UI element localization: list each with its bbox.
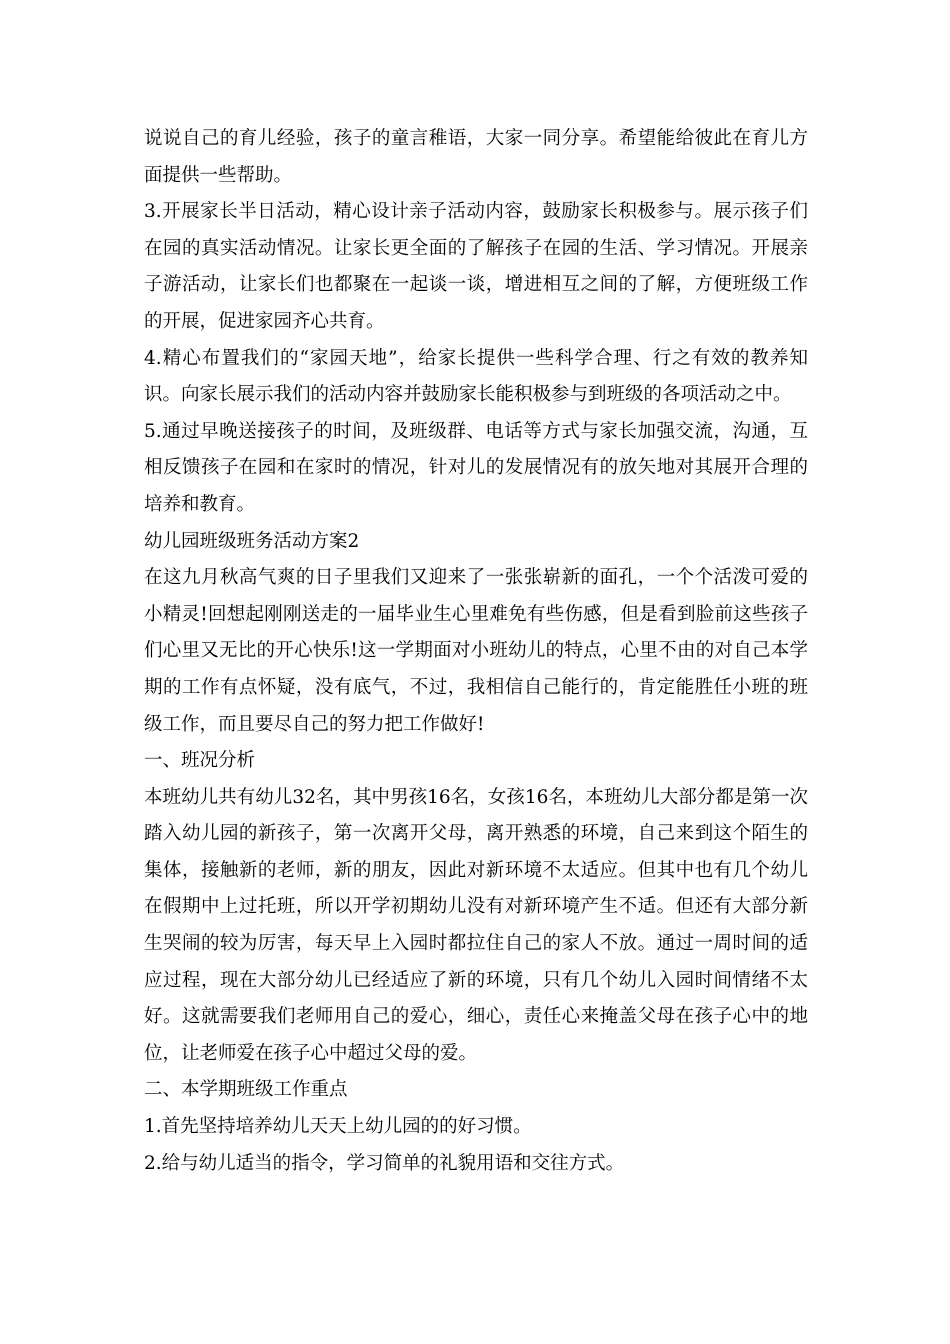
heading-work-focus: 二、本学期班级工作重点: [144, 1079, 348, 1101]
paragraph-item-4-home-corner: 4.精心布置我们的“家园天地”，给家长提供一些科学合理、行之有效的教养知识。向家长展示我们的活动内容并鼓励家长能积极参与到班级的各项活动之中。: [144, 347, 808, 406]
paragraph-item-3-open-day: 3.开展家长半日活动，精心设计亲子活动内容，鼓励家长积极参与。展示孩子们在园的真实活动情况。让家长更全面的了解孩子在园的生活、学习情况。开展亲子游活动，让家长们也都聚在一起谈一谈，增进相互之间的了解，方便班级工作的开展，促进家园齐心共育。: [144, 201, 808, 332]
paragraph-item-5-communication: 5.通过早晚送接孩子的时间，及班级群、电话等方式与家长加强交流，沟通，互相反馈孩子在园和在家时的情况，针对儿的发展情况有的放矢地对其展开合理的培养和教育。: [144, 420, 808, 515]
paragraph-introduction: 在这九月秋高气爽的日子里我们又迎来了一张张崭新的面孔，一个个活泼可爱的小精灵!回想起刚刚送走的一届毕业生心里难免有些伤感，但是看到脸前这些孩子们心里又无比的开心快乐!这一学期面对小班幼儿的特点，心里不由的对自己本学期的工作有点怀疑，没有底气，不过，我相信自己能行的，肯定能胜任小班的班级工作，而且要尽自己的努力把工作做好!: [144, 567, 808, 735]
paragraph-parenting-experience: 说说自己的育儿经验，孩子的童言稚语，大家一同分享。希望能给彼此在育儿方面提供一些帮助。: [144, 128, 808, 186]
paragraph-focus-item-1: 1.首先坚持培养幼儿天天上幼儿园的的好习惯。: [144, 1116, 532, 1138]
heading-class-analysis: 一、班况分析: [144, 750, 256, 772]
document-body: [144, 121, 808, 1182]
paragraph-class-analysis: 本班幼儿共有幼儿32名，其中男孩16名，女孩16名，本班幼儿大部分都是第一次踏入幼儿园的新孩子，第一次离开父母，离开熟悉的环境，自己来到这个陌生的集体，接触新的老师，新的朋友，因此对新环境不太适应。但其中也有几个幼儿在假期中上过托班，所以开学初期幼儿没有对新环境产生不适。但还有大部分新生哭闹的较为厉害，每天早上入园时都拉住自己的家人不放。通过一周时间的适应过程，现在大部分幼儿已经适应了新的环境，只有几个幼儿入园时间情绪不太好。这就需要我们老师用自己的爱心，细心，责任心来掩盖父母在孩子心中的地位，让老师爱在孩子心中超过父母的爱。: [144, 786, 808, 1064]
section-title-plan-2: 幼儿园班级班务活动方案2: [144, 530, 360, 552]
paragraph-focus-item-2: 2.给与幼儿适当的指令，学习简单的礼貌用语和交往方式。: [144, 1152, 625, 1174]
